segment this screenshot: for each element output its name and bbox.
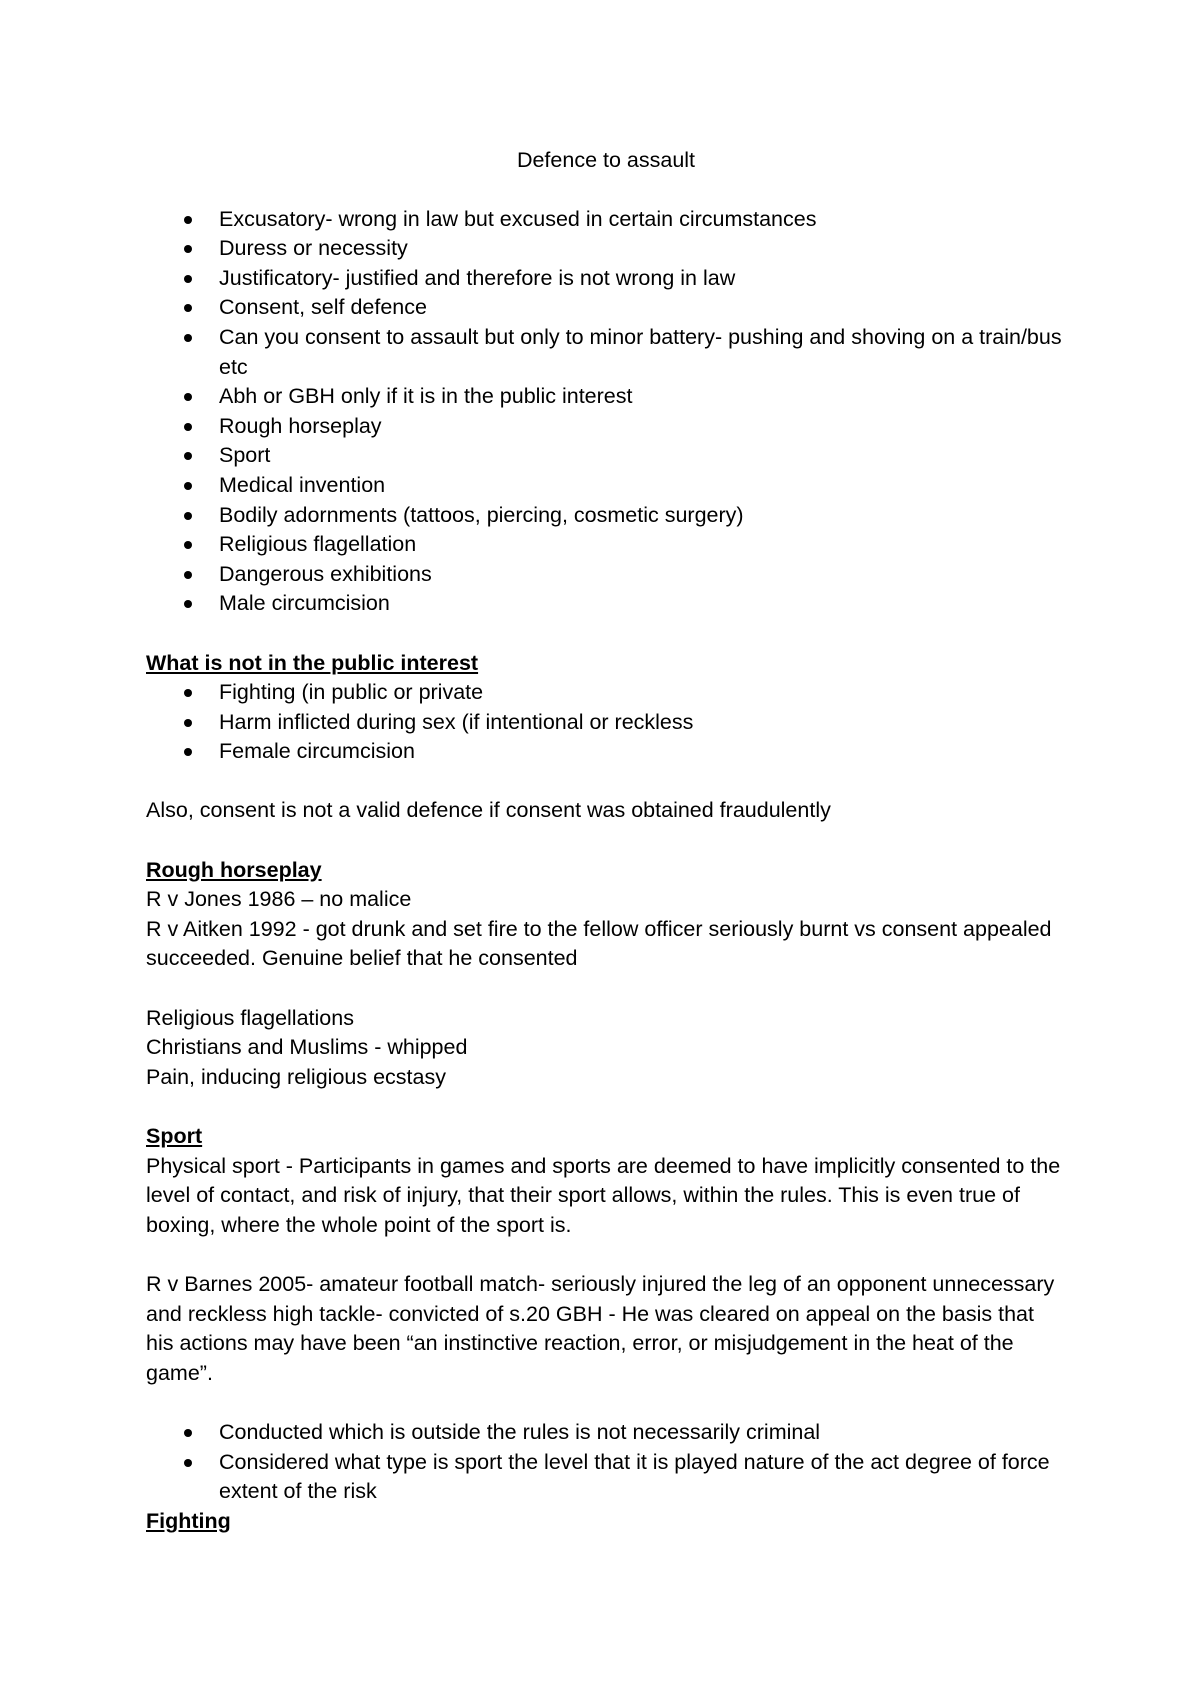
- not-public-interest-list: [146, 678, 1066, 767]
- list-item: Excusatory- wrong in law but excused in certain circumstances: [146, 205, 1066, 235]
- bullet-icon: [184, 748, 192, 756]
- bullet-icon: [184, 452, 192, 460]
- section-heading-sport: Sport: [146, 1124, 203, 1148]
- list-item: Considered what type is sport the level that it is played nature of the act degree of force extent of the risk: [146, 1448, 1066, 1507]
- list-item: Rough horseplay: [146, 412, 1066, 442]
- list-item: Male circumcision: [146, 589, 1066, 619]
- text-line: Christians and Muslims - whipped: [146, 1035, 468, 1060]
- list-item: Religious flagellation: [146, 530, 1066, 560]
- list-item: Medical invention: [146, 471, 1066, 501]
- document-content: [146, 146, 1066, 1536]
- bullet-icon: [184, 482, 192, 490]
- list-item: Abh or GBH only if it is in the public interest: [146, 382, 1066, 412]
- list-item: Bodily adornments (tattoos, piercing, cosmetic surgery): [146, 501, 1066, 531]
- bullet-icon: [184, 512, 192, 520]
- case-line: R v Aitken 1992 - got drunk and set fire to the fellow officer seriously burnt vs consent appealed succeeded. Genuine belief that he consented: [146, 916, 1052, 971]
- bullet-icon: [184, 216, 192, 224]
- bullet-icon: [184, 393, 192, 401]
- bullet-icon: [184, 304, 192, 312]
- spacer: [146, 1388, 1066, 1418]
- bullet-icon: [184, 275, 192, 283]
- bullet-icon: [184, 600, 192, 608]
- section-heading-religious: Religious flagellations: [146, 1005, 354, 1030]
- list-item: Can you consent to assault but only to minor battery- pushing and shoving on a train/bus etc: [146, 323, 1066, 382]
- sport-paragraph: Physical sport - Participants in games and sports are deemed to have implicitly consented to the level of contact, and risk of injury, that their sport allows, within the rules. This is even true of boxing, where the whole point of the sport is.: [146, 1153, 1061, 1237]
- section-heading-fighting: Fighting: [146, 1508, 231, 1533]
- bullet-icon: [184, 689, 192, 697]
- spacer: [146, 1092, 1066, 1122]
- sport-bullet-list: [146, 1418, 1066, 1507]
- list-item: Conducted which is outside the rules is not necessarily criminal: [146, 1418, 1066, 1448]
- list-item: Dangerous exhibitions: [146, 560, 1066, 590]
- text-line: Pain, inducing religious ecstasy: [146, 1064, 446, 1089]
- list-item: Justificatory- justified and therefore is not wrong in law: [146, 264, 1066, 294]
- bullet-icon: [184, 541, 192, 549]
- spacer: [146, 974, 1066, 1004]
- spacer: [146, 826, 1066, 856]
- bullet-icon: [184, 245, 192, 253]
- document-title: Defence to assault: [516, 148, 696, 172]
- list-item: Consent, self defence: [146, 293, 1066, 323]
- case-line: R v Jones 1986 – no malice: [146, 887, 412, 912]
- spacer: [146, 1240, 1066, 1270]
- spacer: [146, 767, 1066, 797]
- bullet-icon: [184, 719, 192, 727]
- bullet-icon: [184, 1429, 192, 1437]
- spacer: [146, 619, 1066, 649]
- intro-bullet-list: [146, 205, 1066, 619]
- section-heading-not-public-interest: What is not in the public interest: [146, 650, 479, 675]
- bullet-icon: [184, 423, 192, 431]
- section-heading-rough-horseplay: Rough horseplay: [146, 857, 322, 882]
- list-item: Harm inflicted during sex (if intentional or reckless: [146, 708, 1066, 738]
- list-item: Fighting (in public or private: [146, 678, 1066, 708]
- list-item: Duress or necessity: [146, 234, 1066, 264]
- bullet-icon: [184, 1459, 192, 1467]
- bullet-icon: [184, 571, 192, 579]
- list-item: Female circumcision: [146, 737, 1066, 767]
- bullet-icon: [184, 334, 192, 342]
- list-item: Sport: [146, 441, 1066, 471]
- fraud-note: Also, consent is not a valid defence if consent was obtained fraudulently: [146, 798, 831, 823]
- case-paragraph: R v Barnes 2005- amateur football match- seriously injured the leg of an opponent unnecessary and reckless high tackle- convicted of s.20 GBH - He was cleared on appeal on the basis that his actions may have been “an instinctive reaction, error, or misjudgement in the heat of the game”.: [146, 1271, 1055, 1385]
